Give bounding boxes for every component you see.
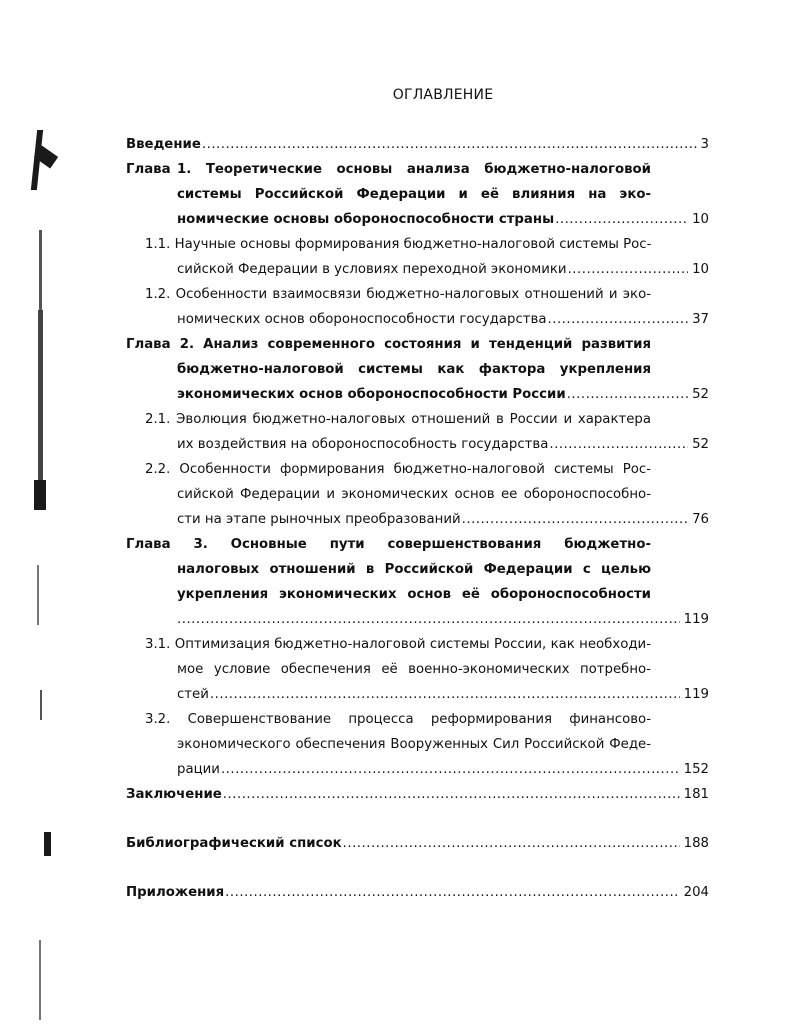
toc-s12-title2: номических основ обороноспособности государства xyxy=(177,312,547,327)
scan-mark xyxy=(39,940,41,1020)
toc-conclusion-label: Заключение xyxy=(126,787,222,802)
toc-s11-title2: сийской Федерации в условиях переходной экономики xyxy=(177,262,567,277)
toc-s12-page: 37 xyxy=(692,312,709,327)
toc-s31-line2[interactable]: мое условие обеспечения её военно-экономических потребно- xyxy=(177,662,651,677)
dot-leader xyxy=(549,436,688,454)
dot-leader xyxy=(225,884,679,902)
toc-ch1-title1: 1. Теоретические основы анализа бюджетно-налоговой xyxy=(177,162,651,177)
toc-conclusion[interactable] xyxy=(126,786,709,804)
toc-s22-line2[interactable]: сийской Федерации и экономических основ ее обороноспособно- xyxy=(177,487,651,502)
toc-ch2-title3: экономических основ обороноспособности России xyxy=(177,387,566,402)
toc-appendix-page: 204 xyxy=(683,885,709,900)
toc-intro[interactable] xyxy=(126,136,709,154)
toc-s11-line1[interactable]: 1.1. Научные основы формирования бюджетно-налоговой системы Рос- xyxy=(145,237,652,252)
toc-ch1-title3: номические основы обороноспособности страны xyxy=(177,212,555,227)
dot-leader xyxy=(177,611,680,629)
toc-s11-page: 10 xyxy=(692,262,709,277)
toc-ch1-line3[interactable] xyxy=(177,211,709,229)
toc-s22-line3[interactable] xyxy=(177,511,709,529)
toc-s12-line1[interactable]: 1.2. Особенности взаимосвязи бюджетно-налоговых отношений и эко- xyxy=(145,287,651,302)
dot-leader xyxy=(568,261,689,279)
toc-s31-title3: стей xyxy=(177,687,209,702)
toc-bibliography-label: Библиографический список xyxy=(126,836,342,851)
toc-s31-page: 119 xyxy=(683,687,709,702)
toc-ch2-line1[interactable]: Глава 2. Анализ современного состояния и тенденций развития xyxy=(126,337,651,352)
toc-ch3-line3[interactable]: укрепления экономических основ её обороноспособности xyxy=(177,587,651,602)
toc-s22-title3: сти на этапе рыночных преобразований xyxy=(177,512,461,527)
toc-s22-page: 76 xyxy=(692,512,709,527)
toc-appendix[interactable] xyxy=(126,884,709,902)
toc-ch3-line4[interactable] xyxy=(177,611,709,629)
toc-s11-line2[interactable] xyxy=(177,261,709,279)
toc-ch3-page: 119 xyxy=(683,612,709,627)
toc-s21-line1[interactable]: 2.1. Эволюция бюджетно-налоговых отношений в России и характера xyxy=(145,412,651,427)
toc-ch2-page: 52 xyxy=(692,387,709,402)
toc-intro-page: 3 xyxy=(700,137,709,152)
dot-leader xyxy=(202,136,697,154)
dot-leader xyxy=(223,786,680,804)
toc-ch3-line2[interactable]: налоговых отношений в Российской Федерации с целью xyxy=(177,562,651,577)
page-title: ОГЛАВЛЕНИЕ xyxy=(392,87,494,103)
scan-mark xyxy=(40,690,42,720)
toc-bibliography-page: 188 xyxy=(683,836,709,851)
toc-s32-page: 152 xyxy=(683,762,709,777)
scan-mark xyxy=(37,565,39,625)
toc-s22-line1[interactable]: 2.2. Особенности формирования бюджетно-налоговой системы Рос- xyxy=(145,462,651,477)
toc-ch1-prefix: Глава xyxy=(126,162,171,177)
toc-s31-line1[interactable]: 3.1. Оптимизация бюджетно-налоговой системы России, как необходи- xyxy=(145,637,651,652)
toc-ch2-line2[interactable]: бюджетно-налоговой системы как фактора укрепления xyxy=(177,362,651,377)
scan-mark xyxy=(38,310,43,500)
dot-leader xyxy=(567,386,688,404)
dot-leader xyxy=(555,211,688,229)
toc-s12-line2[interactable] xyxy=(177,311,709,329)
toc-ch1-line2[interactable]: системы Российской Федерации и её влияния на эко- xyxy=(177,187,651,202)
toc-intro-label: Введение xyxy=(126,137,201,152)
toc-s21-title2: их воздействия на обороноспособность государства xyxy=(177,437,549,452)
scan-mark xyxy=(39,230,42,310)
dot-leader xyxy=(210,686,680,704)
toc-conclusion-page: 181 xyxy=(683,787,709,802)
toc-ch3-line1[interactable]: Глава 3. Основные пути совершенствования бюджетно- xyxy=(126,537,651,552)
toc-bibliography[interactable] xyxy=(126,835,709,853)
toc-s21-line2[interactable] xyxy=(177,436,709,454)
toc-appendix-label: Приложения xyxy=(126,885,225,900)
toc-s32-line2[interactable]: экономического обеспечения Вооруженных Сил Российской Феде- xyxy=(177,737,651,752)
toc-ch1-page: 10 xyxy=(692,212,709,227)
toc-s21-page: 52 xyxy=(692,437,709,452)
dot-leader xyxy=(343,835,680,853)
toc-ch1-line1[interactable] xyxy=(126,161,651,179)
dot-leader xyxy=(221,761,680,779)
toc-s32-line3[interactable] xyxy=(177,761,709,779)
scan-mark xyxy=(44,832,51,856)
toc-s32-line1[interactable]: 3.2. Совершенствование процесса реформирования финансово- xyxy=(145,712,651,727)
scan-mark xyxy=(34,480,46,510)
dot-leader xyxy=(548,311,689,329)
dot-leader xyxy=(462,511,688,529)
toc-ch2-line3[interactable] xyxy=(177,386,709,404)
toc-s31-line3[interactable] xyxy=(177,686,709,704)
toc-s32-title3: рации xyxy=(177,762,220,777)
